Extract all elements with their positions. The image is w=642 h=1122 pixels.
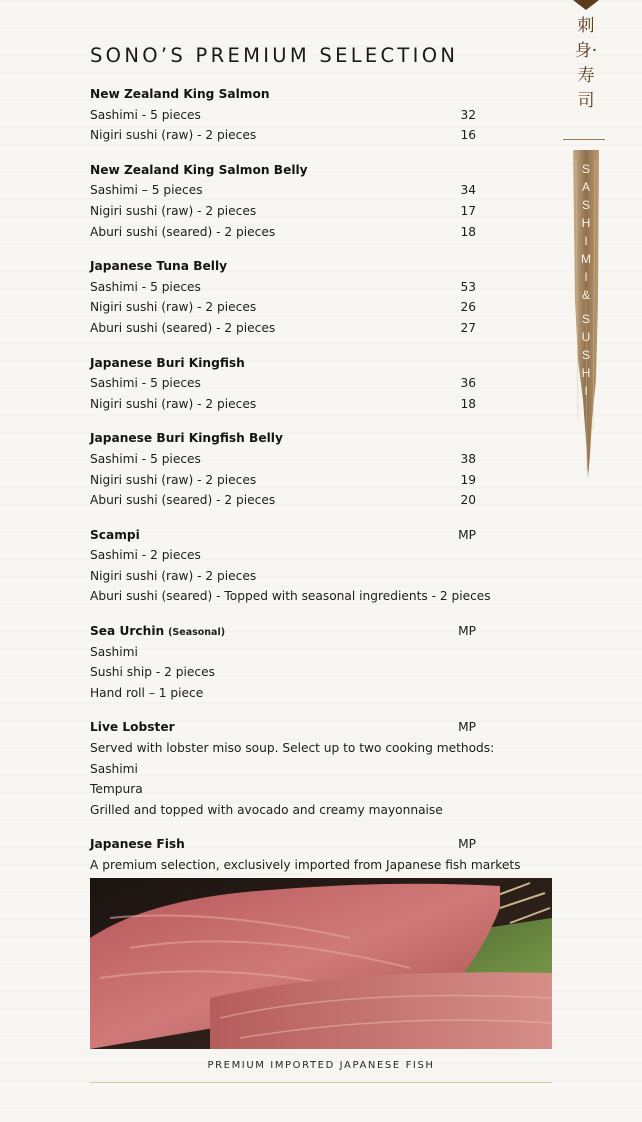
menu-option-label: Aburi sushi (seared) - 2 pieces [90, 320, 276, 335]
menu-option-row [90, 586, 560, 607]
caption-divider [90, 1082, 552, 1083]
menu-option-price: 32 [460, 107, 476, 122]
menu-item-heading [90, 428, 560, 449]
menu-option-price: 18 [460, 224, 476, 239]
menu-item-heading [90, 621, 560, 642]
menu-option-label: Aburi sushi (seared) - Topped with seasonal ingredients - 2 pieces [90, 589, 491, 604]
menu-option-row [90, 222, 560, 243]
menu-option-label: Tempura [90, 782, 143, 797]
menu-section [90, 353, 560, 415]
menu-option-row [90, 201, 560, 222]
menu-section [90, 834, 560, 875]
menu-option-label: Nigiri sushi (raw) - 2 pieces [90, 396, 257, 411]
side-tab-letter: & [581, 288, 590, 302]
menu-option-label: Nigiri sushi (raw) - 2 pieces [90, 300, 257, 315]
menu-option-label: Nigiri sushi (raw) - 2 pieces [90, 128, 257, 143]
menu-section [90, 428, 560, 510]
side-tab-letter: I [584, 234, 588, 248]
menu-item-name: New Zealand King Salmon Belly [90, 162, 308, 177]
menu-option-row [90, 683, 560, 704]
menu-option-row [90, 180, 560, 201]
menu-option-label: Aburi sushi (seared) - 2 pieces [90, 224, 276, 239]
menu-option-label: Sushi ship - 2 pieces [90, 665, 215, 680]
menu-item-name: Japanese Buri Kingfish [90, 355, 245, 370]
side-tab-letter: S [581, 348, 590, 362]
menu-item-price: MP [458, 720, 476, 735]
menu-option-label: Served with lobster miso soup. Select up to two cooking methods: [90, 741, 495, 756]
side-tab-letter: S [581, 198, 590, 212]
menu-option-row [90, 662, 560, 683]
menu-option-price: 18 [460, 396, 476, 411]
menu-option-row [90, 566, 560, 587]
menu-option-price: 34 [460, 183, 476, 198]
side-tab-sashimi-sushi [566, 0, 606, 480]
menu-option-row [90, 855, 560, 876]
menu-option-row [90, 800, 560, 821]
menu-option-label: Hand roll – 1 piece [90, 685, 204, 700]
menu-option-price: 53 [460, 279, 476, 294]
menu-section [90, 160, 560, 242]
menu-option-price: 17 [460, 203, 476, 218]
menu-item-name: Sea Urchin [90, 624, 165, 639]
menu-option-row [90, 779, 560, 800]
menu-item-heading [90, 160, 560, 181]
side-tab-letter: U [581, 330, 591, 344]
menu-option-label: Nigiri sushi (raw) - 2 pieces [90, 472, 257, 487]
side-tab-letter: H [581, 216, 591, 230]
side-tab-letter: I [584, 270, 588, 284]
menu-option-row [90, 490, 560, 511]
menu-item-heading [90, 84, 560, 105]
menu-item-name: New Zealand King Salmon [90, 87, 270, 101]
menu-option-label: Nigiri sushi (raw) - 2 pieces [90, 568, 257, 583]
menu-item-name: Japanese Fish [90, 837, 185, 852]
menu-section [90, 621, 560, 703]
menu-option-row [90, 470, 560, 491]
menu-option-label: Sashimi - 5 pieces [90, 451, 201, 466]
menu-section [90, 256, 560, 338]
menu-option-row [90, 125, 560, 146]
menu-item-price: MP [458, 624, 476, 639]
menu-list [90, 84, 560, 890]
menu-option-row [90, 545, 560, 566]
side-tab-letter: S [581, 312, 590, 326]
side-tab-letter: H [581, 366, 591, 380]
menu-option-row [90, 318, 560, 339]
menu-section [90, 717, 560, 820]
menu-item-name: Japanese Tuna Belly [90, 259, 228, 274]
menu-option-label: Sashimi [90, 644, 138, 659]
menu-option-row [90, 738, 560, 759]
menu-option-price: 38 [460, 451, 476, 466]
menu-item-heading [90, 353, 560, 374]
menu-item-heading [90, 834, 560, 855]
menu-option-label: Sashimi - 2 pieces [90, 548, 201, 563]
menu-item-heading [90, 525, 560, 546]
menu-option-label: Sashimi - 5 pieces [90, 107, 201, 122]
side-tab-letter: I [584, 384, 588, 398]
menu-item-price: MP [458, 527, 476, 542]
menu-option-price: 20 [460, 493, 476, 508]
menu-item-name: Japanese Buri Kingfish Belly [90, 431, 283, 446]
menu-option-label: Sashimi - 5 pieces [90, 279, 201, 294]
side-tab-letter: A [581, 180, 590, 194]
menu-option-row [90, 449, 560, 470]
menu-option-label: Nigiri sushi (raw) - 2 pieces [90, 203, 257, 218]
menu-item-price: MP [458, 837, 476, 852]
menu-item-note: (Seasonal) [168, 627, 226, 639]
menu-item-name: Scampi [90, 527, 140, 542]
side-tab-divider [563, 139, 605, 140]
side-tab-vertical-text [572, 160, 600, 400]
menu-option-price: 36 [460, 376, 476, 391]
menu-option-row [90, 105, 560, 126]
fish-photo-image [90, 878, 552, 1049]
menu-item-heading [90, 717, 560, 738]
menu-option-row [90, 373, 560, 394]
side-tab-kanji: 刺身·寿司 [574, 16, 598, 111]
menu-option-price: 19 [460, 472, 476, 487]
menu-option-row [90, 642, 560, 663]
premium-fish-photo [90, 878, 552, 1049]
menu-option-row [90, 297, 560, 318]
menu-option-label: Sashimi - 5 pieces [90, 376, 201, 391]
menu-section [90, 84, 560, 146]
menu-option-price: 26 [460, 300, 476, 315]
menu-item-heading [90, 256, 560, 277]
side-tab-letter: S [581, 162, 590, 176]
menu-option-row [90, 394, 560, 415]
menu-option-row [90, 277, 560, 298]
menu-section [90, 525, 560, 607]
side-tab-letter: M [581, 252, 591, 266]
menu-item-name: Live Lobster [90, 720, 175, 735]
menu-option-label: Grilled and topped with avocado and creamy mayonnaise [90, 802, 443, 817]
menu-option-row [90, 759, 560, 780]
menu-option-label: Sashimi – 5 pieces [90, 183, 203, 198]
menu-option-label: Sashimi [90, 761, 138, 776]
menu-option-label: Aburi sushi (seared) - 2 pieces [90, 493, 276, 508]
photo-caption: PREMIUM IMPORTED JAPANESE FISH [207, 1060, 435, 1071]
page-title: SONO’S PREMIUM SELECTION [90, 44, 459, 67]
menu-option-price: 16 [460, 128, 476, 143]
menu-option-label: A premium selection, exclusively imported from Japanese fish markets [90, 858, 521, 872]
menu-option-price: 27 [460, 320, 476, 335]
